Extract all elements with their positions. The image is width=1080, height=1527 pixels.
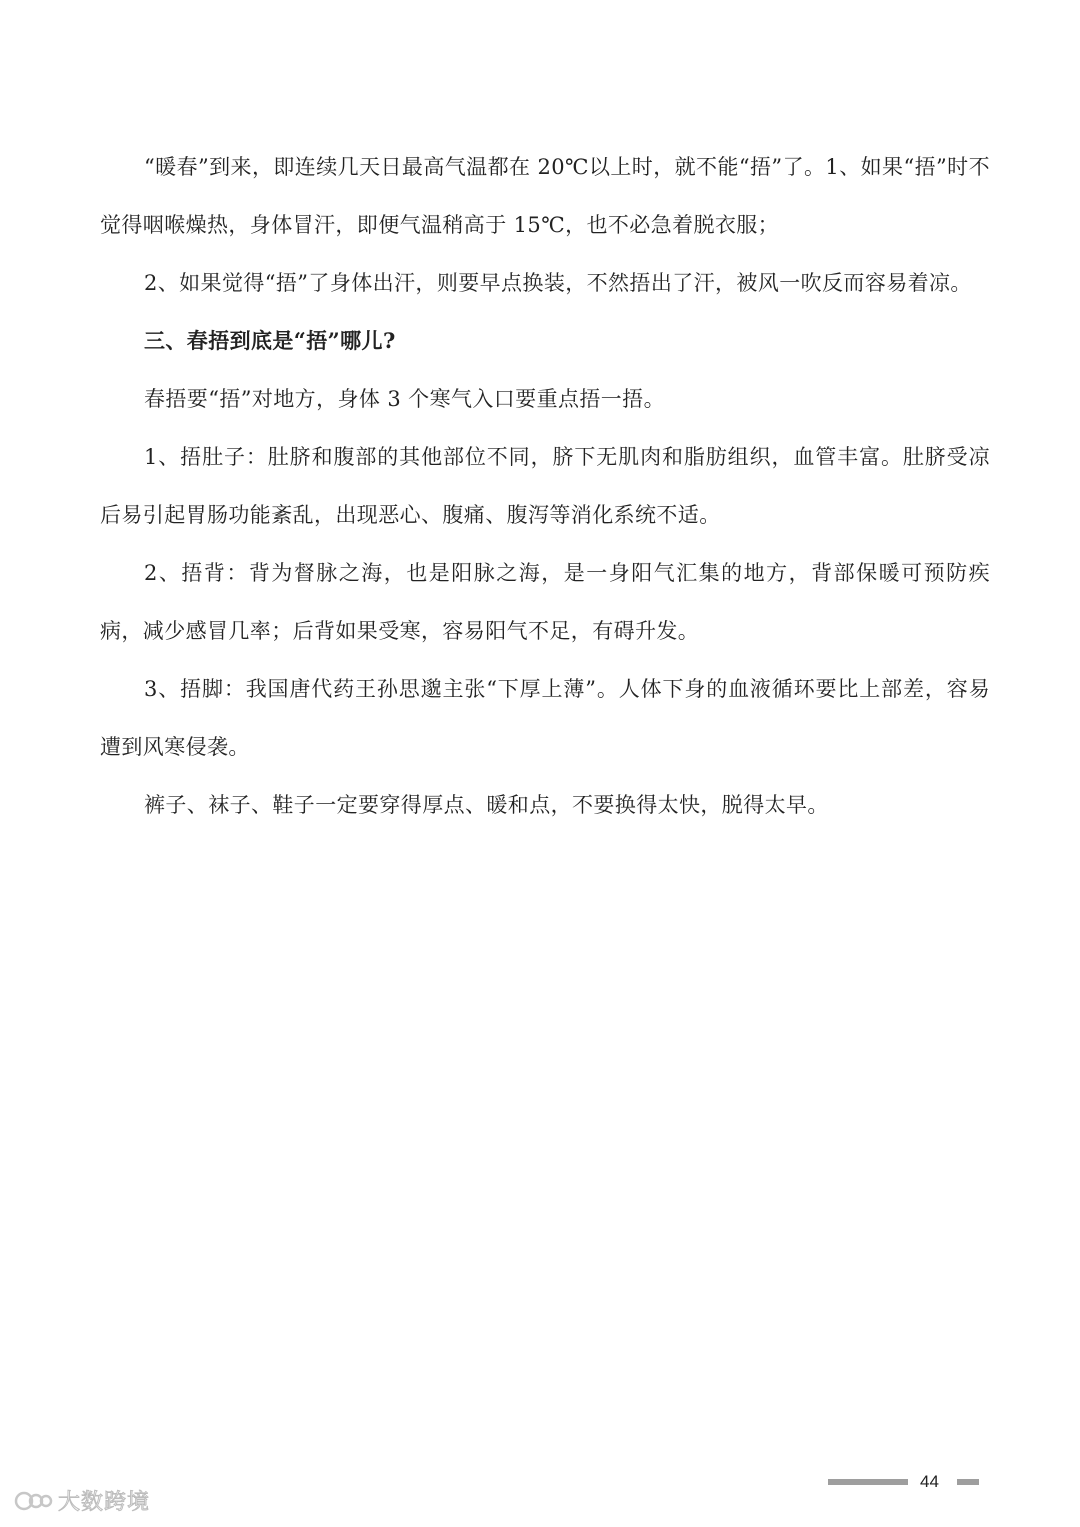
paragraph-clothing: 裤子、袜子、鞋子一定要穿得厚点、暖和点，不要换得太快，脱得太早。	[144, 793, 829, 817]
paragraph-back: 2、捂背：背为督脉之海，也是阳脉之海，是一身阳气汇集的地方，背部保暖可预防疾病，减少感冒几率；后背如果受寒，容易阳气不足，有碍升发。	[100, 561, 990, 643]
watermark-text: 大数跨境	[58, 1490, 151, 1515]
paragraph-belly: 1、捂肚子：肚脐和腹部的其他部位不同，脐下无肌肉和脂肪组织，血管丰富。肚脐受凉后易引起胃肠功能紊乱，出现恶心、腹痛、腹泻等消化系统不适。	[100, 445, 990, 527]
footer-bar-left	[828, 1479, 908, 1485]
document-body	[100, 138, 990, 834]
footer-bar-right	[957, 1479, 979, 1485]
brand-logo-icon	[14, 1487, 54, 1515]
paragraph-intro: 春捂要“捂”对地方，身体 3 个寒气入口要重点捂一捂。	[144, 387, 665, 411]
page-footer	[828, 1472, 979, 1492]
paragraph-warm-spring: “暖春”到来，即连续几天日最高气温都在 20℃以上时，就不能“捂”了。1、如果“捂”时不觉得咽喉燥热，身体冒汗，即便气温稍高于 15℃，也不必急着脱衣服；	[100, 155, 990, 237]
section-heading: 三、春捂到底是“捂”哪儿?	[144, 328, 396, 353]
paragraph-sweating: 2、如果觉得“捂”了身体出汗，则要早点换装，不然捂出了汗，被风一吹反而容易着凉。	[144, 271, 972, 295]
paragraph-feet: 3、捂脚：我国唐代药王孙思邈主张“下厚上薄”。人体下身的血液循环要比上部差，容易遭到风寒侵袭。	[100, 677, 990, 759]
watermark	[14, 1485, 150, 1516]
page-number: 44	[920, 1472, 939, 1491]
